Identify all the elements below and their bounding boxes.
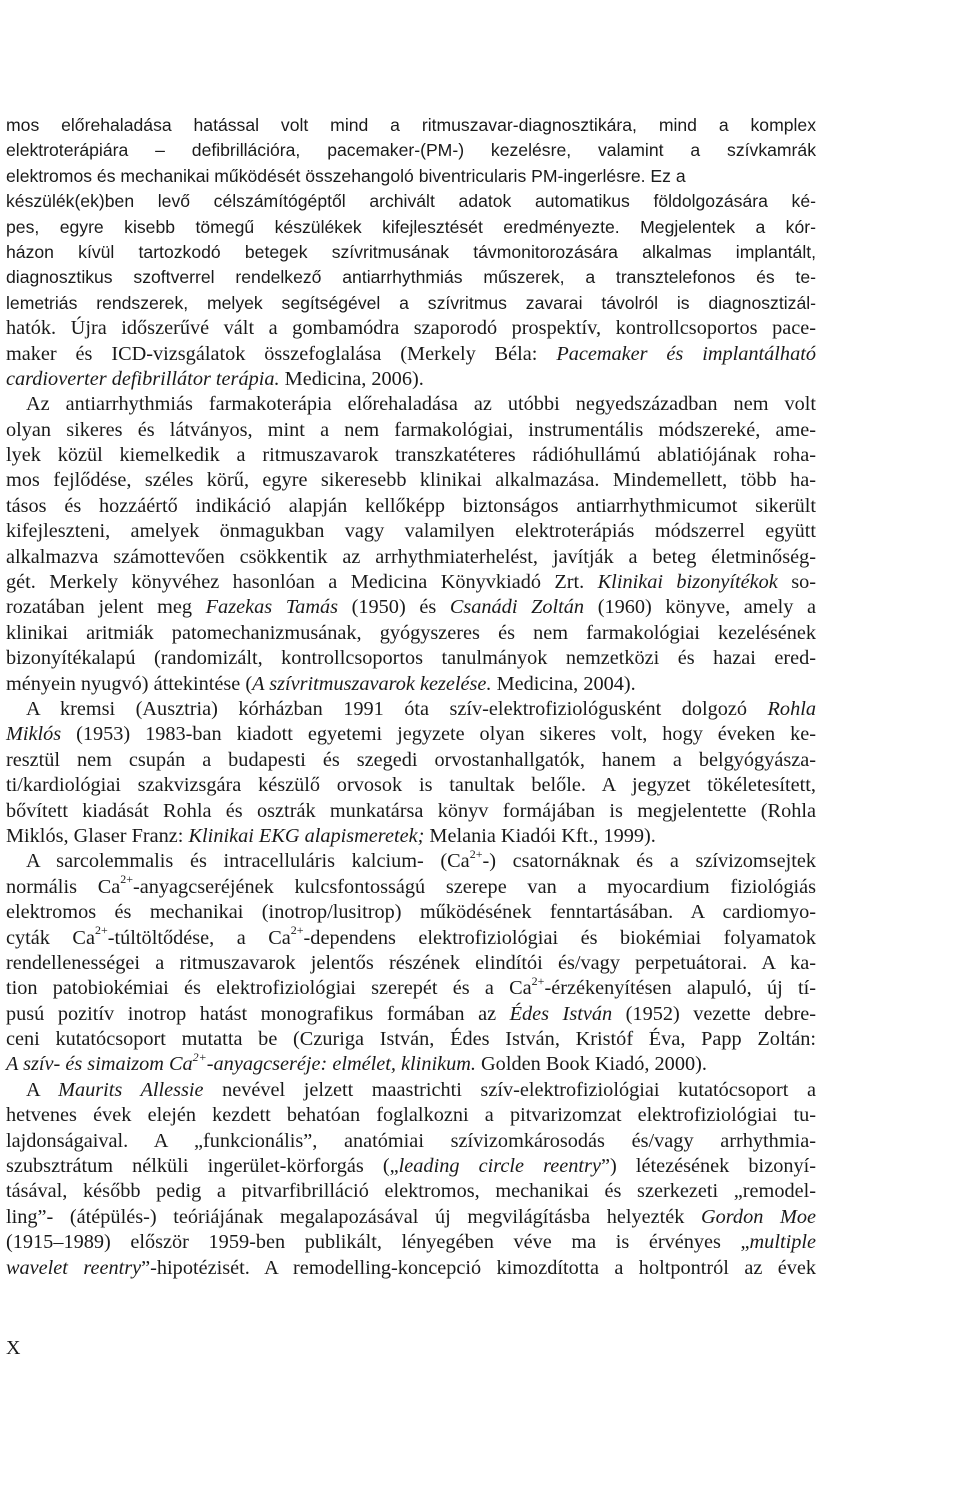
text-line: resztül nem csupán a budapesti és szegedi orvostanhallgatók, hanem a belgyógyásza- [6,748,816,771]
text-line: (1915–1989) először 1959-ben publikált, lényegében véve ma is érvényes „multiple [6,1231,816,1254]
text-line: olyan sikeres és látványos, mint a nem farmakológiai, instrumentális módszereké, ame- [6,418,816,441]
text-line: A szív- és simaizom $Ca^{2+}$-anyagcseréje: elmélet, klinikum. Golden Book Kiadó, 2000). [6,1049,707,1076]
text-line: tásával, később pedig a pitvarfibrilláció elektromos, mechanikai és szerkezeti „remodel- [6,1180,816,1203]
text-line: cyták $Ca^{2+}$-túltöltődése, a $Ca^{2+}$-dependens elektrofiziológiai és biokémiai folyamatok [6,922,816,949]
text-line: bővített kiadását Rohla és osztrák munkatársa könyv formájában is megjelentette (Rohla [6,799,816,822]
text-line: kifejleszteni, amelyek önmagukban vagy valamilyen elektroterápiás módszerrel együtt [6,520,816,543]
text-line: alkalmazva számottevően csökkentik az arrhythmiaterhelést, javítják a beteg életminőség- [6,545,816,568]
text-line: készülék(ek)ben levő célszámítógéptől archivált adatok automatikus földolgozására ké- [6,191,816,212]
text-line: rozatában jelent meg Fazekas Tamás (1950) és Csanádi Zoltán (1960) könyve, amely a [6,596,816,619]
text-line: ményein nyugvó) áttekintése (A szívritmuszavarok kezelése. Medicina, 2004). [6,672,636,695]
text-line: Miklós (1953) 1983-ban kiadott egyetemi jegyzete olyan sikeres volt, hogy éveken ke- [6,723,816,746]
text-line: Miklós, Glaser Franz: Klinikai EKG alapismeretek; Melania Kiadói Kft., 1999). [6,824,656,847]
text-line: házon kívül tartozkodó betegek szívritmusának távmonitorozására alkalmas implantált, [6,241,816,262]
text-line: gét. Merkely könyvéhez hasonlóan a Medicina Könyvkiadó Zrt. Klinikai bizonyítékok so- [6,571,816,594]
text-line: cardioverter defibrillátor terápia. Medicina, 2006). [6,367,424,390]
text-line: ceni kutatócsoport mutatta be (Czuriga István, Édes István, Kristóf Éva, Papp Zoltán: [6,1028,816,1051]
text-line: A Maurits Allessie nevével jelzett maastrichti szív-elektrofiziológiai kutatócsoport a [26,1078,816,1101]
text-line: lajdonságaival. A „funkcionális”, anatómiai szívizomkárosodás és/vagy arrhythmia- [6,1129,816,1152]
text-line: szubsztrátum nélküli ingerület-körforgás („leading circle reentry”) létezésének bizonyí- [6,1155,817,1178]
text-line: mos előrehaladása hatással volt mind a ritmuszavar-diagnosztikára, mind a komplex [6,115,816,135]
text-line: elektromos és mechanikai működését összehangoló biventricularis PM-ingerlésre. Ez a [6,165,686,186]
text-line: wavelet reentry”-hipotézisét. A remodelling-koncepció kimozdította a holtpontról az évek [6,1256,817,1279]
text-line: hatók. Újra időszerűvé vált a gombamódra szaporodó prospektív, kontrollcsoportos pace- [6,317,816,340]
text-line: elektromos és mechanikai (inotrop/lusitrop) működésének fenntartásában. A cardiomyo- [6,901,816,924]
text-line: bizonyítékalapú (randomizált, kontrollcsoportos tanulmányok nemzetközi és hazai ered- [6,647,816,670]
text-line: pes, egyre kisebb tömegű készülékek kifejlesztését eredményezte. Megjelentek a kór- [6,216,816,237]
text-line: maker és ICD-vizsgálatok összefoglalása (Merkely Béla: Pacemaker és implantálható [6,342,816,365]
text-line: normális $Ca^{2+}$-anyagcseréjének kulcsfontosságú szerepe van a myocardium fiziológiás [6,871,816,898]
text-line: klinikai aritmiák patomechanizmusának, gyógyszeres és nem farmakológiai kezelésének [6,621,816,644]
text-line: lyek közül kiemelkedik a ritmuszavarok transzkatéteres rádióhullámú ablatiójának roha- [6,444,816,467]
text-line: hetvenes évek elején kezdett behatóan foglalkozni a pitvarizomzat elektrofiziológiai tu- [6,1104,816,1127]
text-line: mos fejlődése, széles körű, egyre sikeresebb klinikai alkalmazása. Mindemellett, több ha- [6,469,816,492]
document-body [6,113,816,1281]
text-line: lemetriás rendszerek, melyek segítségével a szívritmus zavarai távolról is diagnosztizál- [6,292,816,313]
text-line: ti/kardiológiai szakvizsgára készülő orvosok is tanultak belőle. A jegyzet tökéletesített, [6,774,816,797]
text-line: A kremsi (Ausztria) kórházban 1991 óta szív-elektrofiziológusként dolgozó Rohla [26,697,816,720]
text-line: tásos és hozzáértő indikáció alapján kellőképp biztonságos antiarrhythmicumot sikerült [6,494,816,517]
text-line: A sarcolemmalis és intracelluláris kalcium- $(Ca^{2+}-)$ csatornáknak és a szívizomsejtek [26,846,816,873]
text-line: Az antiarrhythmiás farmakoterápia előrehaladása az utóbbi negyedszázadban nem volt [26,393,816,416]
text-line: elektroterápiára – defibrillációra, pacemaker-(PM-) kezelésre, valamint a szívkamrák [6,140,816,161]
text-line: diagnosztikus szoftverrel rendelkező antiarrhythmiás műszerek, a transztelefonos és te- [6,267,816,288]
text-line: ling”- (átépülés-) teóriájának megalapozásával új megvilágításba helyezték Gordon Moe [6,1205,816,1228]
page-number: X [6,1337,21,1359]
text-line: tion patobiokémiai és elektrofiziológiai szerepét és a $Ca^{2+}$-érzékenyítésen alapuló, új tí- [6,973,816,1000]
text-line: rendellenességei a ritmuszavarok jelentős részének elindítói és/vagy perpetuátorai. A ka- [6,951,816,974]
text-line: pusú pozitív inotrop hatást monografikus formában az Édes István (1952) vezette debre- [6,1002,817,1025]
